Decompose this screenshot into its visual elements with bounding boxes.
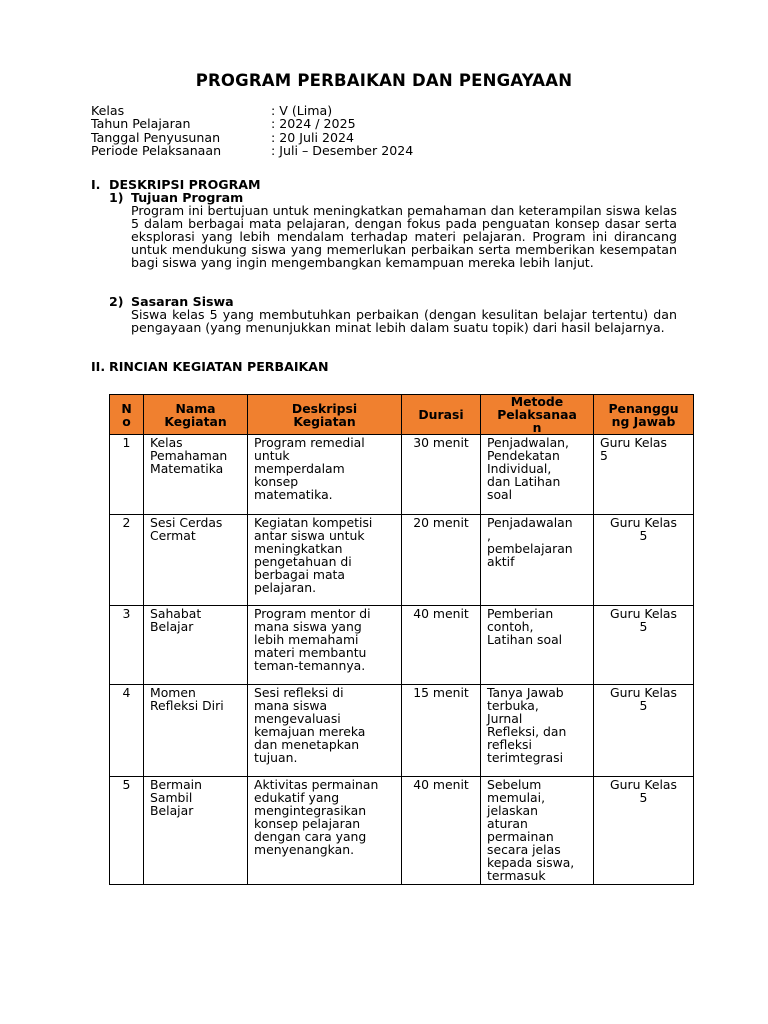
subsection-sasaran-number: 2)	[109, 294, 124, 309]
section-1-heading: DESKRIPSI PROGRAM	[109, 177, 261, 192]
header-metode-pelaksanaan: Metode Pelaksanaa n	[481, 395, 594, 435]
meta-row-kelas	[91, 104, 413, 117]
cell-nama: Bermain Sambil Belajar	[144, 777, 248, 885]
subsection-tujuan-number: 1)	[109, 190, 124, 205]
cell-nama: Sesi Cerdas Cermat	[144, 515, 248, 606]
subsection-sasaran-heading: Sasaran Siswa	[131, 294, 234, 309]
meta-row-periode	[91, 144, 413, 157]
cell-no: 4	[110, 685, 144, 777]
cell-penanggung-jawab: Guru Kelas 5	[594, 685, 694, 777]
header-deskripsi-kegiatan: Deskripsi Kegiatan	[248, 395, 402, 435]
cell-deskripsi: Program mentor di mana siswa yang lebih memahami materi membantu teman-temannya.	[248, 606, 402, 685]
header-durasi: Durasi	[402, 395, 481, 435]
cell-metode: Penjadawalan , pembelajaran aktif	[481, 515, 594, 606]
meta-value: : 2024 / 2025	[271, 116, 356, 132]
cell-nama: Sahabat Belajar	[144, 606, 248, 685]
table-header-row	[110, 395, 694, 435]
cell-no: 5	[110, 777, 144, 885]
meta-label: Tanggal Penyusunan	[91, 129, 221, 145]
meta-row-tahun	[91, 117, 413, 130]
cell-no: 2	[110, 515, 144, 606]
header-no: N o	[110, 395, 144, 435]
meta-label: Kelas	[91, 103, 125, 118]
cell-deskripsi: Program remedial untuk memperdalam konsep matematika.	[248, 435, 402, 515]
header-penanggung-jawab: Penanggu ng Jawab	[594, 395, 694, 435]
meta-value: : 20 Juli 2024	[271, 129, 355, 145]
section-1-number: I.	[91, 177, 101, 192]
cell-deskripsi: Sesi refleksi di mana siswa mengevaluasi kemajuan mereka dan menetapkan tujuan.	[248, 685, 402, 777]
cell-durasi: 40 menit	[402, 777, 481, 885]
cell-deskripsi: Kegiatan kompetisi antar siswa untuk meningkatkan pengetahuan di berbagai mata pelajaran.	[248, 515, 402, 606]
document-meta	[91, 104, 413, 158]
sasaran-paragraph: Siswa kelas 5 yang membutuhkan perbaikan (dengan kesulitan belajar tertentu) dan pengayaan (yang menunjukkan minat lebih dalam suatu topik) dari hasil belajarnya.	[131, 307, 677, 335]
document-title: PROGRAM PERBAIKAN DAN PENGAYAAN	[195, 71, 573, 90]
cell-nama: Momen Refleksi Diri	[144, 685, 248, 777]
tujuan-paragraph: Program ini bertujuan untuk meningkatkan pemahaman dan keterampilan siswa kelas 5 dalam berbagai mata pelajaran, dengan fokus pada penguatan konsep dasar serta eksplorasi yang lebih mendalam terhadap materi pelajaran. Program ini dirancang untuk mendukung siswa yang memerlukan perbaikan serta memberikan kesempatan bagi siswa yang ingin mengembangkan kemampuan mereka lebih lanjut.	[131, 203, 677, 270]
cell-penanggung-jawab: Guru Kelas 5	[594, 606, 694, 685]
cell-metode: Pemberian contoh, Latihan soal	[481, 606, 594, 685]
meta-label: Tahun Pelajaran	[91, 116, 191, 132]
meta-label: Periode Pelaksanaan	[91, 143, 222, 159]
section-2-number: II.	[91, 359, 106, 374]
table-row	[110, 515, 694, 606]
cell-metode: Tanya Jawab terbuka, Jurnal Refleksi, dan refleksi terimtegrasi	[481, 685, 594, 777]
cell-penanggung-jawab: Guru Kelas 5	[594, 515, 694, 606]
cell-metode: Sebelum memulai, jelaskan aturan permainan secara jelas kepada siswa, termasuk	[481, 777, 594, 885]
subsection-tujuan-heading: Tujuan Program	[131, 190, 244, 205]
cell-no: 1	[110, 435, 144, 515]
cell-durasi: 30 menit	[402, 435, 481, 515]
table-row	[110, 606, 694, 685]
meta-value: : V (Lima)	[271, 103, 333, 118]
table-row	[110, 685, 694, 777]
cell-durasi: 15 menit	[402, 685, 481, 777]
section-2-heading: RINCIAN KEGIATAN PERBAIKAN	[109, 359, 329, 374]
cell-penanggung-jawab: Guru Kelas 5	[594, 435, 694, 515]
cell-metode: Penjadwalan, Pendekatan Individual, dan Latihan soal	[481, 435, 594, 515]
cell-penanggung-jawab: Guru Kelas 5	[594, 777, 694, 885]
kegiatan-table	[109, 394, 694, 885]
cell-durasi: 40 menit	[402, 606, 481, 685]
header-nama-kegiatan: Nama Kegiatan	[144, 395, 248, 435]
table-row	[110, 777, 694, 885]
cell-nama: Kelas Pemahaman Matematika	[144, 435, 248, 515]
cell-deskripsi: Aktivitas permainan edukatif yang mengintegrasikan konsep pelajaran dengan cara yang menyenangkan.	[248, 777, 402, 885]
meta-value: : Juli – Desember 2024	[271, 143, 414, 159]
cell-no: 3	[110, 606, 144, 685]
cell-durasi: 20 menit	[402, 515, 481, 606]
table-row	[110, 435, 694, 515]
meta-row-tanggal	[91, 131, 413, 144]
